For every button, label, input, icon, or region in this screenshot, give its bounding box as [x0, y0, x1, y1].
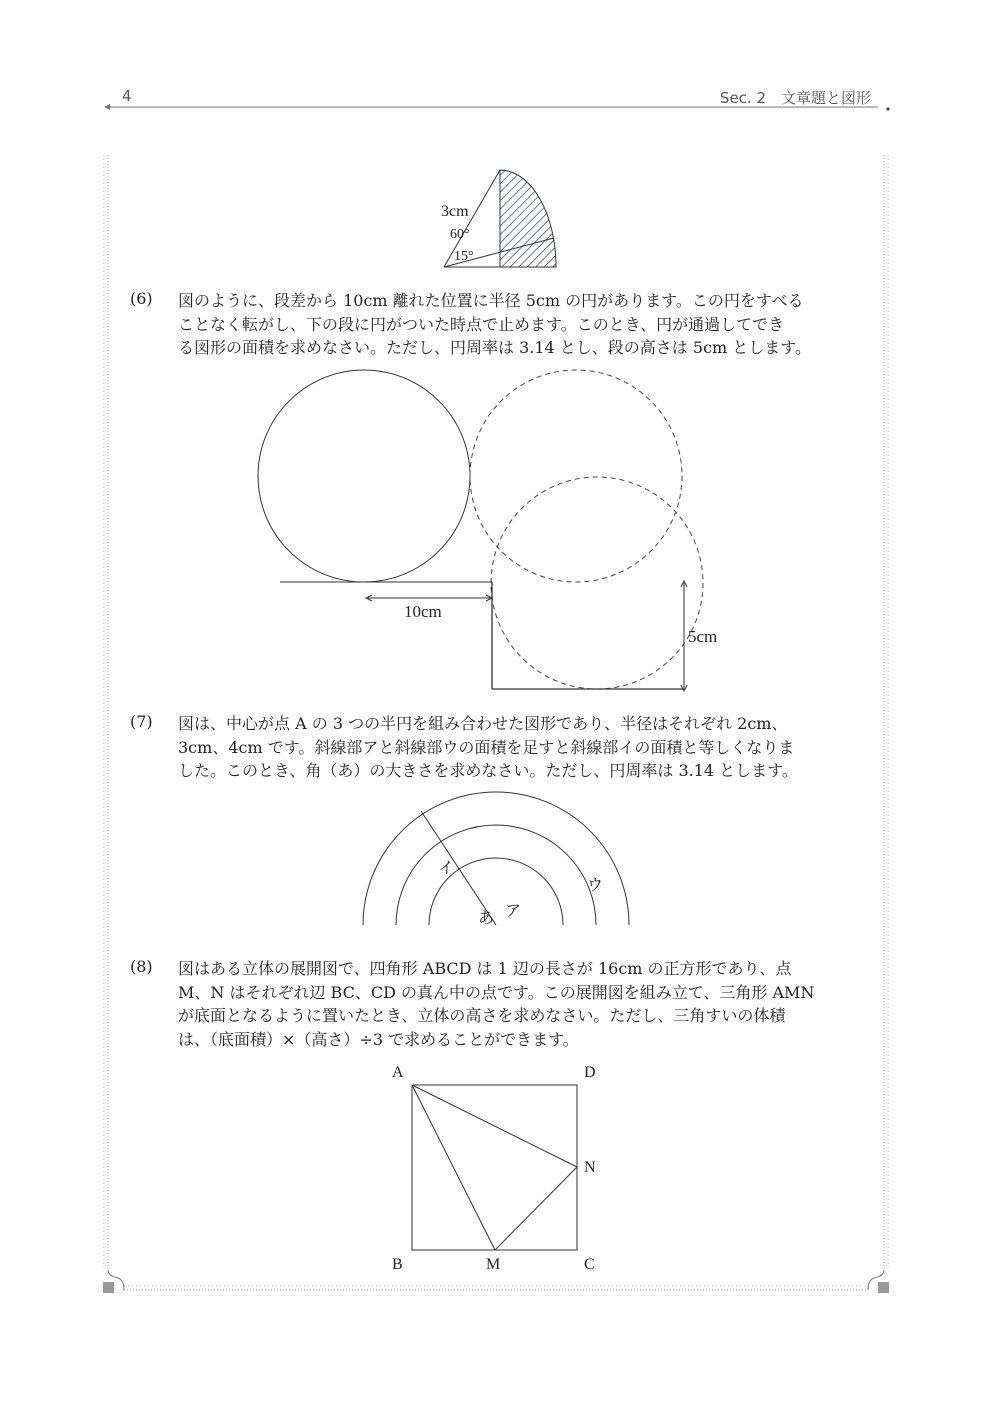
- problem-7-line-2: 3cm、4cm です。斜線部アと斜線部ウの面積を足すと斜線部イの面積と等しくなりま: [178, 737, 795, 757]
- square-net-figure: [380, 1055, 620, 1280]
- sector-figure: [430, 160, 570, 275]
- sector-angle-15-label: 15°: [454, 249, 474, 264]
- problem-7-line-3: した。このとき、角（あ）の大きさを求めなさい。ただし、円周率は 3.14 とします。: [178, 761, 798, 780]
- problem-7-line-1: 図は、中心が点 A の 3 つの半円を組み合わせた図形であり、半径はそれぞれ 2cm、: [178, 714, 788, 733]
- sector-angle-60-label: 60°: [450, 227, 470, 242]
- vertex-m-label: M: [486, 1256, 501, 1273]
- problem-7-text: [178, 712, 868, 783]
- region-u-label: ウ: [587, 877, 604, 894]
- region-i-label: イ: [438, 860, 455, 877]
- region-a-label: ア: [505, 903, 522, 920]
- problem-8-line-3: が底面となるように置いたとき、立体の高さを求めなさい。ただし、三角すいの体積: [178, 1006, 786, 1025]
- sector-radius-label: 3cm: [441, 203, 469, 220]
- problem-8-text: [178, 957, 868, 1051]
- problem-8-number: (8): [130, 957, 153, 976]
- problem-8-line-1: 図はある立体の展開図で、四角形 ABCD は 1 辺の長さが 16cm の正方形であり、点: [178, 959, 792, 978]
- problem-6-line-2: ことなく転がし、下の段に円がついた時点で止めます。このとき、円が通過してでき: [178, 314, 785, 334]
- problem-7-number: (7): [130, 712, 153, 731]
- section-title: Sec. 2 文章題と図形: [719, 89, 871, 107]
- problem-6-number: (6): [130, 289, 153, 308]
- problem-8-line-2: M、N はそれぞれ辺 BC、CD の真ん中の点です。この展開図を組み立て、三角形 AMN: [178, 982, 815, 1002]
- rolling-circle-figure: [250, 365, 750, 700]
- vertex-c-label: C: [584, 1256, 595, 1273]
- vertex-b-label: B: [392, 1256, 403, 1273]
- problem-8-line-4: は、（底面積）×（高さ）÷3 で求めることができます。: [178, 1029, 579, 1049]
- page-number: 4: [122, 87, 132, 105]
- vertex-n-label: N: [584, 1159, 596, 1176]
- vertex-a-label: A: [392, 1064, 404, 1081]
- problem-6-line-1: 図のように、段差から 10cm 離れた位置に半径 5cm の円があります。この円をすべる: [178, 291, 804, 310]
- distance-label: 10cm: [404, 602, 442, 621]
- semicircles-figure: [355, 790, 640, 930]
- height-label: 5cm: [688, 627, 718, 646]
- angle-a-label: あ: [478, 910, 495, 927]
- problem-6-line-3: る図形の面積を求めなさい。ただし、円周率は 3.14 とし、段の高さは 5cm とします。: [178, 338, 812, 357]
- problem-6-text: [178, 289, 868, 360]
- vertex-d-label: D: [584, 1064, 596, 1081]
